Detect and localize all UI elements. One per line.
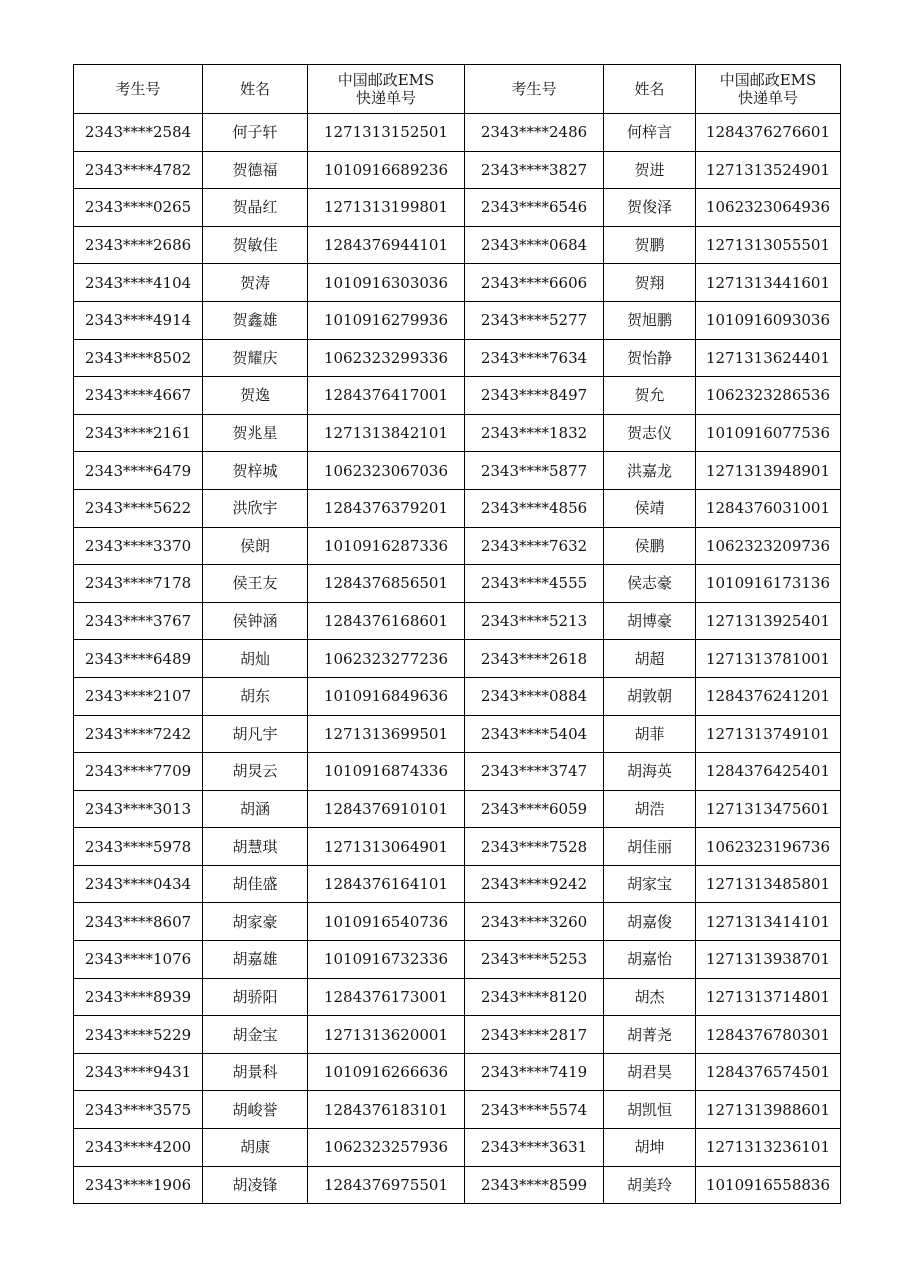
ems-number-cell: 1271313624401 — [696, 339, 841, 377]
exam-no-cell: 2343****6059 — [465, 790, 604, 828]
name-cell: 胡凯恒 — [604, 1091, 696, 1129]
exam-no-cell: 2343****3827 — [465, 151, 604, 189]
ems-number-cell: 1062323257936 — [308, 1129, 465, 1167]
ems-number-cell: 1284376031001 — [696, 489, 841, 527]
table-row — [74, 301, 841, 339]
exam-no-cell: 2343****6546 — [465, 189, 604, 227]
ems-number-cell: 1271313475601 — [696, 790, 841, 828]
name-cell: 胡炅云 — [203, 753, 308, 791]
name-cell: 贺德福 — [203, 151, 308, 189]
name-cell: 贺怡静 — [604, 339, 696, 377]
exam-no-cell: 2343****5574 — [465, 1091, 604, 1129]
name-cell: 贺旭鹏 — [604, 301, 696, 339]
ems-number-cell: 1284376164101 — [308, 865, 465, 903]
ems-number-cell: 1010916303036 — [308, 264, 465, 302]
name-cell: 胡康 — [203, 1129, 308, 1167]
table-row — [74, 339, 841, 377]
ems-number-cell: 1284376780301 — [696, 1016, 841, 1054]
name-cell: 贺俊泽 — [604, 189, 696, 227]
exam-no-cell: 2343****2618 — [465, 640, 604, 678]
ems-number-cell: 1271313414101 — [696, 903, 841, 941]
table-row — [74, 865, 841, 903]
name-cell: 胡凌锋 — [203, 1166, 308, 1204]
name-cell: 胡佳盛 — [203, 865, 308, 903]
exam-no-cell: 2343****3260 — [465, 903, 604, 941]
exam-no-cell: 2343****4104 — [74, 264, 203, 302]
name-cell: 胡浩 — [604, 790, 696, 828]
exam-no-cell: 2343****2486 — [465, 114, 604, 152]
header-ems-line2: 快递单号 — [355, 89, 416, 107]
table-row — [74, 377, 841, 415]
ems-number-cell: 1010916540736 — [308, 903, 465, 941]
name-cell: 胡敦朝 — [604, 677, 696, 715]
exam-no-cell: 2343****4667 — [74, 377, 203, 415]
table-row — [74, 715, 841, 753]
exam-no-cell: 2343****4856 — [465, 489, 604, 527]
name-cell: 胡佳丽 — [604, 828, 696, 866]
exam-no-cell: 2343****7419 — [465, 1053, 604, 1091]
ems-number-cell: 1271313842101 — [308, 414, 465, 452]
name-cell: 贺逸 — [203, 377, 308, 415]
exam-no-cell: 2343****1906 — [74, 1166, 203, 1204]
ems-number-cell: 1271313781001 — [696, 640, 841, 678]
name-cell: 胡美玲 — [604, 1166, 696, 1204]
ems-number-cell: 1010916173136 — [696, 565, 841, 603]
exam-no-cell: 2343****3013 — [74, 790, 203, 828]
ems-number-cell: 1010916266636 — [308, 1053, 465, 1091]
name-cell: 贺进 — [604, 151, 696, 189]
table-row — [74, 790, 841, 828]
name-cell: 贺翔 — [604, 264, 696, 302]
name-cell: 胡杰 — [604, 978, 696, 1016]
ems-number-cell: 1010916287336 — [308, 527, 465, 565]
exam-no-cell: 2343****8497 — [465, 377, 604, 415]
ems-number-cell: 1284376173001 — [308, 978, 465, 1016]
exam-no-cell: 2343****8607 — [74, 903, 203, 941]
ems-number-cell: 1271313620001 — [308, 1016, 465, 1054]
name-cell: 胡家宝 — [604, 865, 696, 903]
exam-no-cell: 2343****7709 — [74, 753, 203, 791]
exam-no-cell: 2343****3747 — [465, 753, 604, 791]
table-row — [74, 414, 841, 452]
table-body — [74, 114, 841, 1204]
exam-no-cell: 2343****5213 — [465, 602, 604, 640]
name-cell: 胡金宝 — [203, 1016, 308, 1054]
name-cell: 贺允 — [604, 377, 696, 415]
exam-no-cell: 2343****9431 — [74, 1053, 203, 1091]
name-cell: 侯钟涵 — [203, 602, 308, 640]
header-name: 姓名 — [203, 65, 308, 114]
ems-number-cell: 1010916874336 — [308, 753, 465, 791]
header-name: 姓名 — [604, 65, 696, 114]
table-row — [74, 565, 841, 603]
ems-number-cell: 1271313485801 — [696, 865, 841, 903]
name-cell: 胡凡宇 — [203, 715, 308, 753]
name-cell: 胡博豪 — [604, 602, 696, 640]
name-cell: 胡菲 — [604, 715, 696, 753]
table-row — [74, 151, 841, 189]
exam-no-cell: 2343****7634 — [465, 339, 604, 377]
exam-no-cell: 2343****0265 — [74, 189, 203, 227]
table-row — [74, 489, 841, 527]
header-exam-no: 考生号 — [74, 65, 203, 114]
exam-no-cell: 2343****0434 — [74, 865, 203, 903]
exam-no-cell: 2343****2161 — [74, 414, 203, 452]
table-row — [74, 527, 841, 565]
name-cell: 胡骄阳 — [203, 978, 308, 1016]
exam-no-cell: 2343****0884 — [465, 677, 604, 715]
name-cell: 胡超 — [604, 640, 696, 678]
table-row — [74, 640, 841, 678]
table-header — [74, 65, 841, 114]
ems-number-cell: 1271313749101 — [696, 715, 841, 753]
exam-no-cell: 2343****7242 — [74, 715, 203, 753]
name-cell: 侯志豪 — [604, 565, 696, 603]
exam-no-cell: 2343****3767 — [74, 602, 203, 640]
exam-no-cell: 2343****5622 — [74, 489, 203, 527]
ems-number-cell: 1271313948901 — [696, 452, 841, 490]
ems-number-cell: 1062323286536 — [696, 377, 841, 415]
ems-number-cell: 1271313055501 — [696, 226, 841, 264]
exam-no-cell: 2343****5253 — [465, 941, 604, 979]
name-cell: 胡海英 — [604, 753, 696, 791]
table-row — [74, 264, 841, 302]
exam-no-cell: 2343****8120 — [465, 978, 604, 1016]
ems-number-cell: 1284376183101 — [308, 1091, 465, 1129]
header-ems-number — [308, 65, 465, 114]
exam-no-cell: 2343****7178 — [74, 565, 203, 603]
ems-tracking-table — [73, 64, 841, 1204]
ems-number-cell: 1284376276601 — [696, 114, 841, 152]
ems-number-cell: 1010916077536 — [696, 414, 841, 452]
name-cell: 洪欣宇 — [203, 489, 308, 527]
name-cell: 胡灿 — [203, 640, 308, 678]
name-cell: 侯鹏 — [604, 527, 696, 565]
name-cell: 贺梓城 — [203, 452, 308, 490]
name-cell: 贺涛 — [203, 264, 308, 302]
name-cell: 贺兆星 — [203, 414, 308, 452]
name-cell: 胡慧琪 — [203, 828, 308, 866]
name-cell: 胡峻誉 — [203, 1091, 308, 1129]
name-cell: 侯靖 — [604, 489, 696, 527]
name-cell: 贺鹏 — [604, 226, 696, 264]
name-cell: 胡涵 — [203, 790, 308, 828]
ems-number-cell: 1271313714801 — [696, 978, 841, 1016]
table-row — [74, 1053, 841, 1091]
table-row — [74, 114, 841, 152]
exam-no-cell: 2343****2584 — [74, 114, 203, 152]
ems-number-cell: 1284376379201 — [308, 489, 465, 527]
name-cell: 何梓言 — [604, 114, 696, 152]
header-exam-no: 考生号 — [465, 65, 604, 114]
ems-number-cell: 1284376944101 — [308, 226, 465, 264]
exam-no-cell: 2343****4782 — [74, 151, 203, 189]
name-cell: 胡景科 — [203, 1053, 308, 1091]
exam-no-cell: 2343****0684 — [465, 226, 604, 264]
exam-no-cell: 2343****3575 — [74, 1091, 203, 1129]
exam-no-cell: 2343****1832 — [465, 414, 604, 452]
name-cell: 贺耀庆 — [203, 339, 308, 377]
exam-no-cell: 2343****2107 — [74, 677, 203, 715]
exam-no-cell: 2343****3631 — [465, 1129, 604, 1167]
name-cell: 胡家豪 — [203, 903, 308, 941]
ems-number-cell: 1271313925401 — [696, 602, 841, 640]
name-cell: 胡嘉雄 — [203, 941, 308, 979]
ems-number-cell: 1062323209736 — [696, 527, 841, 565]
ems-number-cell: 1062323196736 — [696, 828, 841, 866]
ems-number-cell: 1284376975501 — [308, 1166, 465, 1204]
exam-no-cell: 2343****5978 — [74, 828, 203, 866]
table-row — [74, 677, 841, 715]
header-ems-line1: 中国邮政EMS — [719, 71, 817, 89]
ems-number-cell: 1271313699501 — [308, 715, 465, 753]
table-row — [74, 602, 841, 640]
exam-no-cell: 2343****3370 — [74, 527, 203, 565]
name-cell: 何子轩 — [203, 114, 308, 152]
exam-no-cell: 2343****5229 — [74, 1016, 203, 1054]
ems-number-cell: 1284376168601 — [308, 602, 465, 640]
table-row — [74, 1129, 841, 1167]
ems-number-cell: 1284376856501 — [308, 565, 465, 603]
exam-no-cell: 2343****6606 — [465, 264, 604, 302]
table-row — [74, 941, 841, 979]
name-cell: 胡坤 — [604, 1129, 696, 1167]
ems-number-cell: 1062323299336 — [308, 339, 465, 377]
table-row — [74, 828, 841, 866]
ems-number-cell: 1271313152501 — [308, 114, 465, 152]
table-row — [74, 1091, 841, 1129]
exam-no-cell: 2343****5404 — [465, 715, 604, 753]
header-ems-line1: 中国邮政EMS — [337, 71, 435, 89]
exam-no-cell: 2343****9242 — [465, 865, 604, 903]
exam-no-cell: 2343****6489 — [74, 640, 203, 678]
table-row — [74, 226, 841, 264]
ems-number-cell: 1010916732336 — [308, 941, 465, 979]
table-row — [74, 978, 841, 1016]
ems-number-cell: 1271313988601 — [696, 1091, 841, 1129]
ems-number-cell: 1271313064901 — [308, 828, 465, 866]
table-row — [74, 1166, 841, 1204]
ems-number-cell: 1284376910101 — [308, 790, 465, 828]
exam-no-cell: 2343****1076 — [74, 941, 203, 979]
name-cell: 胡君昊 — [604, 1053, 696, 1091]
ems-number-cell: 1010916689236 — [308, 151, 465, 189]
name-cell: 胡嘉怡 — [604, 941, 696, 979]
name-cell: 贺鑫雄 — [203, 301, 308, 339]
table-row — [74, 1016, 841, 1054]
exam-no-cell: 2343****5877 — [465, 452, 604, 490]
name-cell: 侯朗 — [203, 527, 308, 565]
name-cell: 胡东 — [203, 677, 308, 715]
ems-number-cell: 1010916849636 — [308, 677, 465, 715]
table-row — [74, 452, 841, 490]
ems-number-cell: 1062323064936 — [696, 189, 841, 227]
ems-number-cell: 1010916558836 — [696, 1166, 841, 1204]
header-ems-number — [696, 65, 841, 114]
ems-number-cell: 1062323067036 — [308, 452, 465, 490]
ems-number-cell: 1010916093036 — [696, 301, 841, 339]
name-cell: 贺晶红 — [203, 189, 308, 227]
ems-number-cell: 1010916279936 — [308, 301, 465, 339]
name-cell: 胡菁尧 — [604, 1016, 696, 1054]
table-row — [74, 753, 841, 791]
exam-no-cell: 2343****2817 — [465, 1016, 604, 1054]
ems-number-cell: 1271313199801 — [308, 189, 465, 227]
ems-number-cell: 1284376425401 — [696, 753, 841, 791]
header-ems-line2: 快递单号 — [737, 89, 798, 107]
table-row — [74, 903, 841, 941]
exam-no-cell: 2343****4914 — [74, 301, 203, 339]
exam-no-cell: 2343****4200 — [74, 1129, 203, 1167]
name-cell: 贺敏佳 — [203, 226, 308, 264]
ems-number-cell: 1284376574501 — [696, 1053, 841, 1091]
exam-no-cell: 2343****8599 — [465, 1166, 604, 1204]
exam-no-cell: 2343****8502 — [74, 339, 203, 377]
exam-no-cell: 2343****7528 — [465, 828, 604, 866]
exam-no-cell: 2343****2686 — [74, 226, 203, 264]
ems-number-cell: 1271313441601 — [696, 264, 841, 302]
exam-no-cell: 2343****4555 — [465, 565, 604, 603]
exam-no-cell: 2343****5277 — [465, 301, 604, 339]
ems-number-cell: 1062323277236 — [308, 640, 465, 678]
ems-number-cell: 1284376417001 — [308, 377, 465, 415]
ems-number-cell: 1284376241201 — [696, 677, 841, 715]
ems-number-cell: 1271313236101 — [696, 1129, 841, 1167]
ems-number-cell: 1271313524901 — [696, 151, 841, 189]
header-row — [74, 65, 841, 114]
name-cell: 贺志仪 — [604, 414, 696, 452]
ems-number-cell: 1271313938701 — [696, 941, 841, 979]
exam-no-cell: 2343****8939 — [74, 978, 203, 1016]
name-cell: 胡嘉俊 — [604, 903, 696, 941]
exam-no-cell: 2343****7632 — [465, 527, 604, 565]
name-cell: 洪嘉龙 — [604, 452, 696, 490]
name-cell: 侯王友 — [203, 565, 308, 603]
exam-no-cell: 2343****6479 — [74, 452, 203, 490]
table-row — [74, 189, 841, 227]
